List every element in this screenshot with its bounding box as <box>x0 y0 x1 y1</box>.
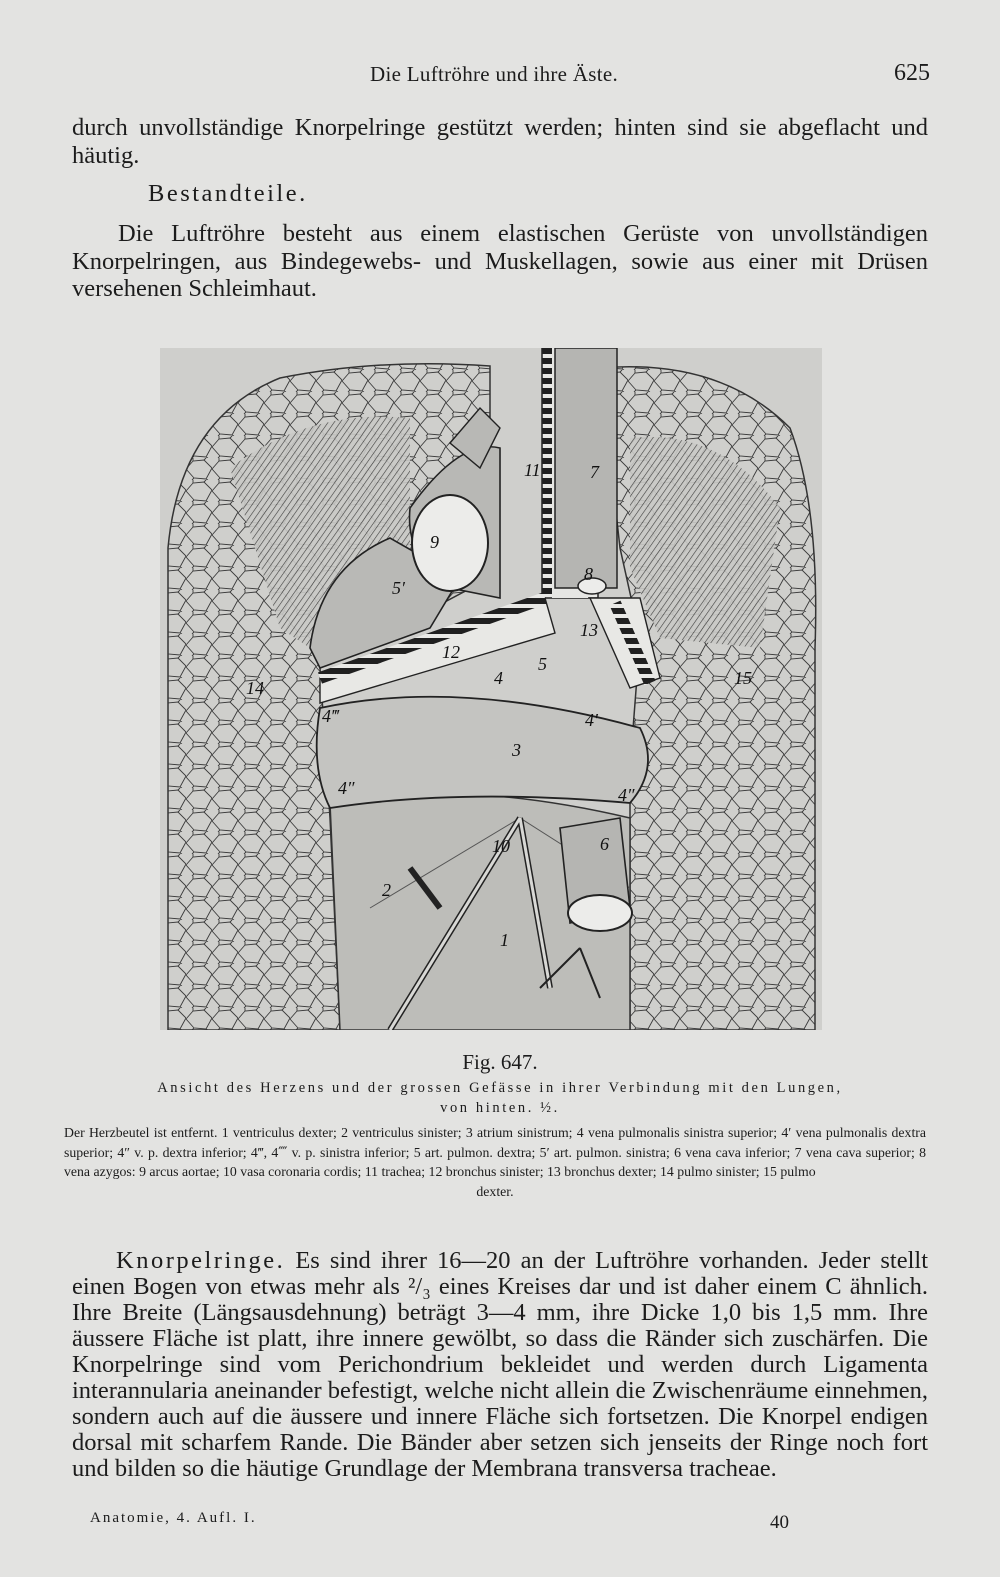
paragraph-2: Die Luftröhre besteht aus einem elastischen Gerüste von unvollständigen Knorpelringen, aus Bindegewebs- und Muskellagen, sowie aus einer mit Drüsen versehenen Schleimhaut. <box>72 220 928 302</box>
label-10: 10 <box>492 836 510 856</box>
label-5: 5 <box>538 654 547 674</box>
vena-cava-superior <box>555 348 617 588</box>
label-13: 13 <box>580 620 598 640</box>
paragraph-1: durch unvollständige Knorpelringe gestützt werden; hinten sind sie abgeflacht und häutig. <box>72 114 928 169</box>
label-6: 6 <box>600 834 609 854</box>
figure-caption <box>72 1078 928 1118</box>
label-3: 3 <box>512 740 521 760</box>
anatomical-illustration <box>160 348 822 1030</box>
label-5a: 5′ <box>392 578 405 598</box>
vena-cava-inferior-opening <box>568 895 632 931</box>
figure-label: Fig. 647. <box>462 1050 538 1074</box>
label-12: 12 <box>442 642 460 662</box>
running-header <box>0 60 1000 92</box>
figure-caption-line-1: Ansicht des Herzens und der grossen Gefässe in ihrer Verbindung mit den Lungen, <box>157 1080 843 1096</box>
running-title: Die Luftröhre und ihre Äste. <box>370 62 619 86</box>
label-2: 2 <box>382 880 391 900</box>
label-7: 7 <box>590 462 599 482</box>
label-8: 8 <box>584 564 593 584</box>
illustration-svg <box>160 348 822 1030</box>
paragraph-3-lead: Knorpelringe. <box>116 1247 286 1274</box>
paragraph-3-text: Es sind ihrer 16—20 an der Luftröhre vorhanden. Jeder stellt einen Bogen von etwas mehr als ²/₃ eines Kreises dar und ist daher einem C ähnlich. Ihre Breite (Längsausdehnung) beträgt 3—4 mm, ihre Dicke 1,0 bis 1,5 mm. Ihre äussere Fläche ist platt, ihre innere gewölbt, so dass die Ränder sich zuschärfen. Die Knorpelringe sind vom Perichondrium bekleidet und werden durch Ligamenta interannularia aneinander befestigt, welche nicht allein die Zwischenräume einnehmen, sondern auch auf die äussere und innere Fläche sich fortsetzen. Die Knorpel endigen dorsal mit scharfem Rande. Die Bänder aber setzen sich jenseits der Ringe noch fort und bilden so die häutige Grundlage der Membrana transversa tracheae. <box>72 1247 929 1482</box>
page-number: 625 <box>894 60 930 86</box>
section-heading: Bestandteile. <box>148 180 308 207</box>
label-1: 1 <box>500 930 509 950</box>
figure-legend <box>64 1123 926 1201</box>
label-15: 15 <box>734 668 752 688</box>
label-4: 4 <box>494 668 503 688</box>
label-4d: 4″ <box>338 778 355 798</box>
figure-legend-text: Der Herzbeutel ist entfernt. 1 ventriculus dexter; 2 ventriculus sinister; 3 atrium sinistrum; 4 vena pulmonalis sinistra superior; 4′ vena pulmonalis dextra superior; 4″ v. p. dextra inferior; 4‴, 4⁗ v. p. sinistra inferior; 5 art. pulmon. dextra; 5′ art. pulmon. sinistra; 6 vena cava inferior; 7 vena cava superior; 8 vena azygos: 9 arcus aortae; 10 vasa coronaria cordis; 11 trachea; 12 bronchus sinister; 13 bronchus dexter; 14 pulmo sinister; 15 pulmo <box>64 1125 926 1179</box>
footer-sheet-number: 40 <box>770 1512 789 1533</box>
paragraph-3 <box>72 1248 928 1482</box>
label-4a: 4′ <box>585 710 598 730</box>
label-11: 11 <box>524 460 541 480</box>
label-9: 9 <box>430 532 439 552</box>
label-4c: 4‴ <box>322 706 339 726</box>
label-14: 14 <box>246 678 264 698</box>
label-4b: 4″ <box>618 785 635 805</box>
figure-caption-line-2: von hinten. ½. <box>440 1100 560 1116</box>
aortic-arch-opening <box>412 495 488 591</box>
figure-legend-end: dexter. <box>476 1183 514 1199</box>
footer-signature: Anatomie, 4. Aufl. I. <box>90 1510 257 1526</box>
